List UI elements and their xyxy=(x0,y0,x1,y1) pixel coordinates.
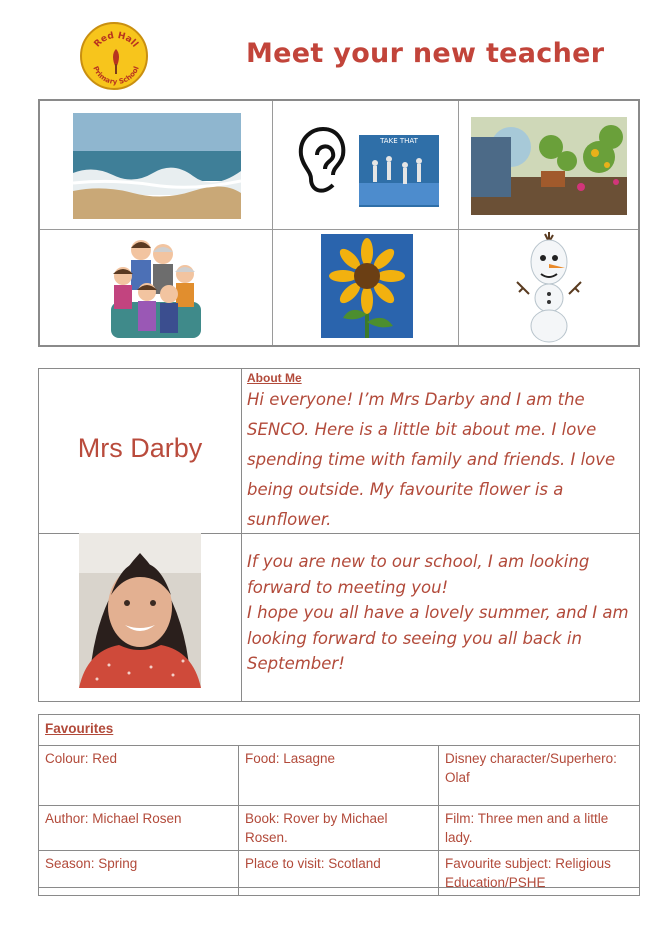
family-picture-cell xyxy=(40,230,273,345)
about-line: sunflower. xyxy=(247,510,332,529)
teacher-photo xyxy=(79,533,201,688)
table-cell: Favourite subject: Religious Education/PSHE xyxy=(439,851,640,896)
sunflower-photo xyxy=(321,234,413,338)
table-cell: Book: Rover by Michael Rosen. xyxy=(239,806,439,851)
album-cover xyxy=(359,135,439,207)
garden-picture-cell xyxy=(459,101,638,230)
gardening-photo xyxy=(471,117,627,215)
table-cell: Food: Lasagne xyxy=(239,746,439,806)
page-title: Meet your new teacher xyxy=(246,38,605,69)
table-cell: Season: Spring xyxy=(39,851,239,896)
olaf-picture-cell xyxy=(459,230,638,345)
snowman-character xyxy=(515,232,583,344)
about-line: being outside. My favourite flower is a xyxy=(247,480,564,499)
about-line: SENCO. Here is a little bit about me. I love xyxy=(247,420,597,439)
family-cartoon xyxy=(101,236,211,342)
school-logo xyxy=(80,22,148,90)
music-picture-cell xyxy=(273,101,459,230)
svg-text:Red Hall: Red Hall xyxy=(92,30,140,50)
table-cell: Disney character/Superhero: Olaf xyxy=(439,746,640,806)
message-line: looking forward to seeing you all back in xyxy=(247,628,582,648)
message-line: I hope you all have a lovely summer, and I am xyxy=(247,603,629,622)
picture-grid xyxy=(38,99,640,347)
about-me-text xyxy=(247,385,632,535)
about-divider-vertical xyxy=(241,369,242,701)
welcome-message xyxy=(247,549,637,677)
beach-photo xyxy=(73,113,241,219)
table-row xyxy=(39,851,640,896)
message-line: If you are new to our school, I am looking xyxy=(247,552,590,571)
sunflower-picture-cell xyxy=(273,230,459,345)
favourites-section xyxy=(38,714,640,888)
about-me-heading: About Me xyxy=(247,371,302,385)
beach-picture-cell xyxy=(40,101,273,230)
band-figures-icon xyxy=(359,145,439,205)
message-line: September! xyxy=(247,654,345,673)
message-line: forward to meeting you! xyxy=(247,577,449,597)
svg-text:Primary School: Primary School xyxy=(91,65,141,87)
table-cell: Author: Michael Rosen xyxy=(39,806,239,851)
table-cell: Film: Three men and a little lady. xyxy=(439,806,640,851)
album-title: TAKE THAT xyxy=(380,137,418,145)
table-row xyxy=(39,746,640,806)
teacher-name: Mrs Darby xyxy=(77,433,203,463)
table-cell: Place to visit: Scotland xyxy=(239,851,439,896)
about-line: Hi everyone! I’m Mrs Darby and I am the xyxy=(247,390,585,409)
about-section xyxy=(38,368,640,702)
table-cell: Colour: Red xyxy=(39,746,239,806)
about-line: spending time with family and friends. I love xyxy=(247,450,616,469)
favourites-heading: Favourites xyxy=(45,721,114,736)
table-row xyxy=(39,806,640,851)
favourites-table xyxy=(38,745,640,896)
ear-icon xyxy=(293,125,347,197)
school-crest-icon xyxy=(82,24,150,92)
